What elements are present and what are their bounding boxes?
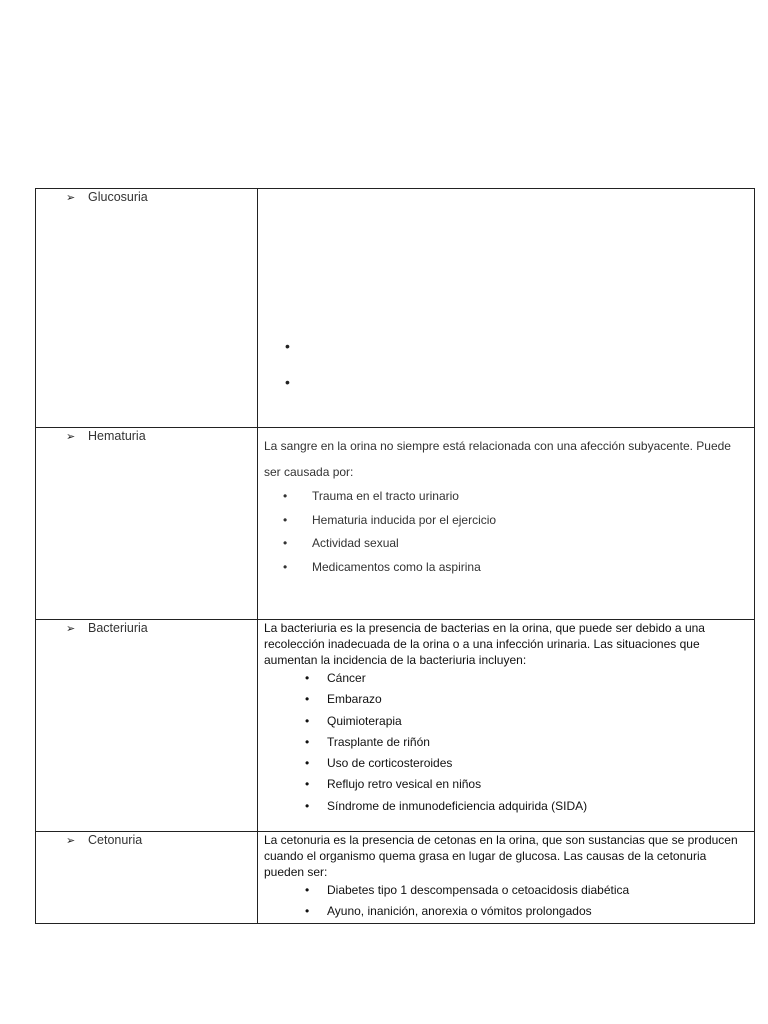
bullet-icon: • [283,512,288,527]
list-item: • Cáncer [258,668,754,689]
arrow-bullet-icon: ➢ [66,622,76,635]
bullet-icon: • [285,338,290,354]
list-item: • Trauma en el tracto urinario [258,485,754,509]
bullet-icon: • [305,777,310,792]
term-cell [36,832,258,924]
list-item: • Trasplante de riñón [258,732,754,753]
table-row [36,832,755,924]
bullet-icon: • [305,713,310,728]
bullet-icon: • [305,798,310,813]
bullet-icon: • [283,559,288,574]
description-cell [258,620,755,832]
description-cell [258,832,755,924]
list-item: • Uso de corticosteroides [258,753,754,774]
description-text: La cetonuria es la presencia de cetonas en la orina, que son sustancias que se producen cuando el organismo quema grasa en lugar de glucosa. Las causas de la cetonuria pueden ser: [264,833,738,879]
arrow-bullet-icon: ➢ [66,834,76,847]
situation-list [258,668,754,817]
bullet-icon: • [283,489,288,503]
description-text: La sangre en la orina no siempre está relacionada con una afección subyacente. Puede ser causada por: [264,439,731,479]
bullet-icon: • [283,536,288,550]
list-item: • Síndrome de inmunodeficiencia adquirida (SIDA) [258,796,754,817]
bullet-icon: • [305,671,310,685]
list-item: • Diabetes tipo 1 descompensada o cetoacidosis diabética [258,880,754,901]
bullet-icon: • [305,756,310,771]
term-text: Bacteriuria [88,621,148,635]
conditions-table [35,188,755,924]
bullet-icon: • [305,883,310,897]
table-row [36,428,755,620]
term-text: Glucosuria [88,190,148,204]
bullet-icon: • [305,692,310,707]
term-text: Cetonuria [88,833,143,847]
description-cell [258,189,755,428]
list-item: • Actividad sexual [258,532,754,556]
list-item: • Hematuria inducida por el ejercicio [258,509,754,533]
term-label [36,832,257,847]
table-row [36,189,755,428]
arrow-bullet-icon: ➢ [66,430,76,443]
list-item: • Medicamentos como la aspirina [258,556,754,580]
list-item: • Ayuno, inanición, anorexia o vómitos prolongados [258,901,754,922]
term-label [36,620,257,635]
list-item: • Reflujo retro vesical en niños [258,774,754,795]
cause-list [258,485,754,579]
term-label [36,428,257,443]
arrow-bullet-icon: ➢ [66,191,76,204]
table-row [36,620,755,832]
list-item: • Embarazo [258,689,754,710]
term-cell [36,189,258,428]
term-cell [36,428,258,620]
term-label [36,189,257,204]
bullet-icon: • [305,734,310,749]
term-text: Hematuria [88,429,146,443]
bullet-icon: • [305,904,310,919]
description-text: La bacteriuria es la presencia de bacterias en la orina, que puede ser debido a una recolección inadecuada de la orina o a una infección urinaria. Las situaciones que aumentan la incidencia de la bacteriuria incluyen: [264,621,705,667]
list-item: • Quimioterapia [258,711,754,732]
cause-list [258,880,754,923]
term-cell [36,620,258,832]
description-cell [258,428,755,620]
bullet-icon: • [285,374,290,390]
